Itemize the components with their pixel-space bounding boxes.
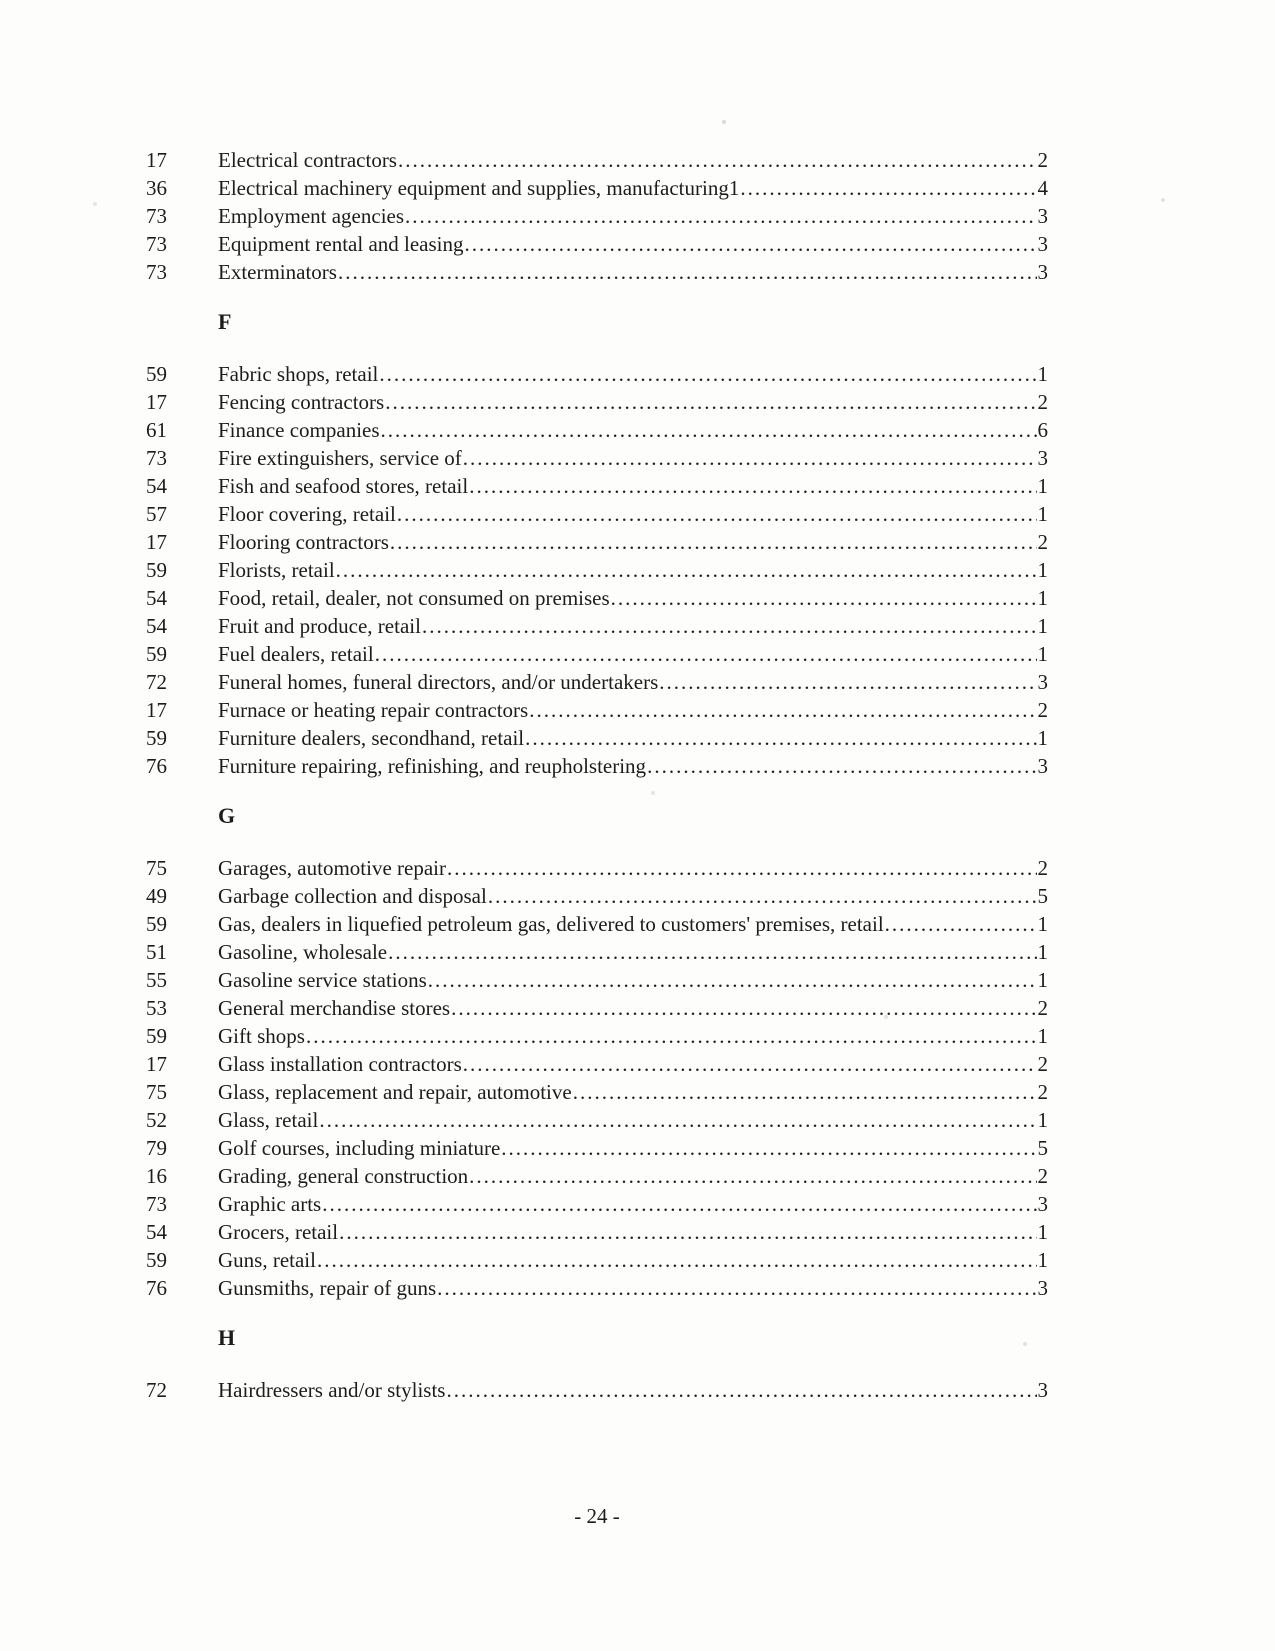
category-code: 76 <box>146 1276 167 1300</box>
category-code: 54 <box>146 586 167 610</box>
index-row <box>146 1190 1048 1218</box>
entry-label: Electrical machinery equipment and supplies, manufacturing1 <box>218 176 740 200</box>
index-entry <box>218 938 1048 966</box>
entry-label: Finance companies <box>218 418 380 442</box>
index-row <box>146 854 1048 882</box>
entry-page-number: 1 <box>1037 642 1048 666</box>
index-entry <box>218 1078 1048 1106</box>
index-entry <box>218 640 1048 668</box>
category-code: 36 <box>146 176 167 200</box>
index-entry <box>218 1246 1048 1274</box>
index-entry <box>218 696 1048 724</box>
dot-leader <box>647 752 1036 780</box>
section-heading-f: F <box>218 309 232 334</box>
entry-page-number: 3 <box>1037 1192 1048 1216</box>
dot-leader <box>740 174 1036 202</box>
index-entry <box>218 1190 1048 1218</box>
category-code: 59 <box>146 726 167 750</box>
entry-page-number: 1 <box>1037 940 1048 964</box>
index-row <box>146 584 1048 612</box>
entry-label: Gunsmiths, repair of guns <box>218 1276 437 1300</box>
entry-label: Fruit and produce, retail <box>218 614 421 638</box>
dot-leader <box>397 500 1037 528</box>
entry-page-number: 1 <box>1037 1108 1048 1132</box>
entry-label: Gasoline, wholesale <box>218 940 388 964</box>
entry-label: Funeral homes, funeral directors, and/or undertakers <box>218 670 659 694</box>
category-code: 51 <box>146 940 167 964</box>
dot-leader <box>398 146 1037 174</box>
index-entry <box>218 388 1048 416</box>
category-code: 73 <box>146 1192 167 1216</box>
section-heading-h: H <box>218 1325 236 1350</box>
category-code: 72 <box>146 1378 167 1402</box>
entry-page-number: 1 <box>1037 726 1048 750</box>
index-entry <box>218 1376 1048 1404</box>
entry-page-number: 2 <box>1037 1164 1048 1188</box>
dot-leader <box>501 1134 1036 1162</box>
index-row <box>146 500 1048 528</box>
entry-label: Food, retail, dealer, not consumed on premises <box>218 586 610 610</box>
index-row <box>146 640 1048 668</box>
entry-page-number: 1 <box>1037 968 1048 992</box>
entry-label: Florists, retail <box>218 558 335 582</box>
dot-leader <box>317 1246 1037 1274</box>
entry-page-number: 5 <box>1037 1136 1048 1160</box>
entry-page-number: 3 <box>1037 446 1048 470</box>
dot-leader <box>437 1274 1036 1302</box>
index-row <box>146 1022 1048 1050</box>
entry-label: Fabric shops, retail <box>218 362 379 386</box>
entry-page-number: 1 <box>1037 586 1048 610</box>
index-entry <box>218 444 1048 472</box>
category-code: 75 <box>146 856 167 880</box>
category-code: 76 <box>146 754 167 778</box>
dot-leader <box>379 360 1036 388</box>
index-entry <box>218 174 1048 202</box>
index-row <box>146 1162 1048 1190</box>
category-code: 73 <box>146 446 167 470</box>
index-entry <box>218 854 1048 882</box>
index-entry <box>218 1022 1048 1050</box>
entry-label: Furniture repairing, refinishing, and reupholstering <box>218 754 647 778</box>
entry-page-number: 2 <box>1037 1052 1048 1076</box>
index-entry <box>218 1106 1048 1134</box>
section-heading-g: G <box>218 803 236 828</box>
index-row <box>146 230 1048 258</box>
dot-leader <box>469 1162 1036 1190</box>
entry-page-number: 5 <box>1037 884 1048 908</box>
index-entry <box>218 202 1048 230</box>
dot-leader <box>322 1190 1036 1218</box>
index-entry <box>218 994 1048 1022</box>
index-list <box>146 146 1048 1404</box>
index-row <box>146 882 1048 910</box>
category-code: 17 <box>146 148 167 172</box>
entry-label: Hairdressers and/or stylists <box>218 1378 446 1402</box>
index-row <box>146 994 1048 1022</box>
entry-label: Graphic arts <box>218 1192 322 1216</box>
index-entry <box>218 500 1048 528</box>
entry-page-number: 3 <box>1037 232 1048 256</box>
dot-leader <box>463 1050 1037 1078</box>
index-entry <box>218 1218 1048 1246</box>
index-entry <box>218 146 1048 174</box>
entry-label: Golf courses, including miniature <box>218 1136 501 1160</box>
index-row <box>146 910 1048 938</box>
entry-page-number: 1 <box>1037 614 1048 638</box>
index-entry <box>218 258 1048 286</box>
category-code: 55 <box>146 968 167 992</box>
category-code: 17 <box>146 1052 167 1076</box>
dot-leader <box>446 1376 1036 1404</box>
index-entry <box>218 882 1048 910</box>
entry-page-number: 4 <box>1037 176 1048 200</box>
dot-leader <box>659 668 1036 696</box>
index-row <box>146 938 1048 966</box>
entry-page-number: 3 <box>1037 260 1048 284</box>
entry-label: Fuel dealers, retail <box>218 642 374 666</box>
dot-leader <box>422 612 1037 640</box>
index-row <box>146 1274 1048 1302</box>
category-code: 53 <box>146 996 167 1020</box>
category-code: 73 <box>146 204 167 228</box>
entry-label: General merchandise stores <box>218 996 451 1020</box>
dot-leader <box>319 1106 1036 1134</box>
dot-leader <box>336 556 1037 584</box>
dot-leader <box>381 416 1037 444</box>
dot-leader <box>451 994 1036 1022</box>
category-code: 49 <box>146 884 167 908</box>
index-row <box>146 612 1048 640</box>
index-row <box>146 696 1048 724</box>
category-code: 17 <box>146 530 167 554</box>
dot-leader <box>388 938 1036 966</box>
dot-leader <box>339 1218 1036 1246</box>
entry-page-number: 1 <box>1037 362 1048 386</box>
entry-label: Glass, retail <box>218 1108 319 1132</box>
index-entry <box>218 1274 1048 1302</box>
index-entry <box>218 668 1048 696</box>
entry-label: Exterminators <box>218 260 337 284</box>
dot-leader <box>465 230 1037 258</box>
index-row <box>146 416 1048 444</box>
index-entry <box>218 416 1048 444</box>
dot-leader <box>488 882 1037 910</box>
entry-page-number: 2 <box>1037 530 1048 554</box>
entry-label: Flooring contractors <box>218 530 389 554</box>
entry-label: Employment agencies <box>218 204 405 228</box>
entry-label: Furniture dealers, secondhand, retail <box>218 726 525 750</box>
entry-page-number: 1 <box>1037 1024 1048 1048</box>
entry-page-number: 2 <box>1037 1080 1048 1104</box>
category-code: 59 <box>146 362 167 386</box>
index-row <box>146 1376 1048 1404</box>
entry-page-number: 1 <box>1037 912 1048 936</box>
category-code: 75 <box>146 1080 167 1104</box>
dot-leader <box>428 966 1037 994</box>
category-code: 73 <box>146 260 167 284</box>
index-entry <box>218 1134 1048 1162</box>
entry-label: Glass, replacement and repair, automotive <box>218 1080 572 1104</box>
entry-label: Gasoline service stations <box>218 968 427 992</box>
index-row <box>146 202 1048 230</box>
index-entry <box>218 556 1048 584</box>
index-entry <box>218 360 1048 388</box>
dot-leader <box>885 910 1037 938</box>
entry-page-number: 1 <box>1037 558 1048 582</box>
index-row <box>146 1134 1048 1162</box>
entry-page-number: 2 <box>1037 148 1048 172</box>
index-row <box>146 1246 1048 1274</box>
category-code: 17 <box>146 390 167 414</box>
category-code: 54 <box>146 474 167 498</box>
category-code: 73 <box>146 232 167 256</box>
dot-leader <box>447 854 1037 882</box>
entry-page-number: 2 <box>1037 856 1048 880</box>
dot-leader <box>463 444 1037 472</box>
entry-page-number: 1 <box>1037 502 1048 526</box>
index-entry <box>218 910 1048 938</box>
category-code: 72 <box>146 670 167 694</box>
index-entry <box>218 584 1048 612</box>
page-footer <box>146 1502 1048 1530</box>
entry-page-number: 2 <box>1037 390 1048 414</box>
dot-leader <box>573 1078 1037 1106</box>
entry-page-number: 1 <box>1037 1248 1048 1272</box>
category-code: 59 <box>146 642 167 666</box>
category-code: 59 <box>146 1248 167 1272</box>
index-row <box>146 724 1048 752</box>
category-code: 61 <box>146 418 167 442</box>
index-row <box>146 444 1048 472</box>
entry-label: Fish and seafood stores, retail <box>218 474 469 498</box>
entry-page-number: 3 <box>1037 1276 1048 1300</box>
index-row <box>146 528 1048 556</box>
index-entry <box>218 612 1048 640</box>
category-code: 59 <box>146 1024 167 1048</box>
index-row <box>146 556 1048 584</box>
entry-page-number: 6 <box>1037 418 1048 442</box>
entry-page-number: 2 <box>1037 698 1048 722</box>
entry-page-number: 1 <box>1037 474 1048 498</box>
entry-label: Furnace or heating repair contractors <box>218 698 529 722</box>
entry-label: Garbage collection and disposal <box>218 884 487 908</box>
dot-leader <box>469 472 1036 500</box>
entry-page-number: 3 <box>1037 754 1048 778</box>
entry-label: Gas, dealers in liquefied petroleum gas, delivered to customers' premises, retail <box>218 912 884 936</box>
dot-leader <box>338 258 1037 286</box>
entry-page-number: 1 <box>1037 1220 1048 1244</box>
entry-label: Guns, retail <box>218 1248 316 1272</box>
index-row <box>146 258 1048 286</box>
index-entry <box>218 472 1048 500</box>
entry-label: Fencing contractors <box>218 390 385 414</box>
index-row <box>146 1050 1048 1078</box>
index-row <box>146 146 1048 174</box>
entry-page-number: 3 <box>1037 204 1048 228</box>
index-entry <box>218 230 1048 258</box>
index-entry <box>218 966 1048 994</box>
dot-leader <box>306 1022 1037 1050</box>
category-code: 54 <box>146 1220 167 1244</box>
index-entry <box>218 724 1048 752</box>
entry-page-number: 2 <box>1037 996 1048 1020</box>
entry-label: Equipment rental and leasing <box>218 232 464 256</box>
entry-page-number: 3 <box>1037 1378 1048 1402</box>
entry-page-number: 3 <box>1037 670 1048 694</box>
category-code: 52 <box>146 1108 167 1132</box>
category-code: 17 <box>146 698 167 722</box>
dot-leader <box>390 528 1037 556</box>
index-entry <box>218 1050 1048 1078</box>
category-code: 57 <box>146 502 167 526</box>
entry-label: Grading, general construction <box>218 1164 469 1188</box>
category-code: 54 <box>146 614 167 638</box>
index-row <box>146 668 1048 696</box>
entry-label: Garages, automotive repair <box>218 856 446 880</box>
entry-label: Fire extinguishers, service of <box>218 446 462 470</box>
index-row <box>146 174 1048 202</box>
dot-leader <box>375 640 1037 668</box>
dot-leader <box>525 724 1036 752</box>
index-row <box>146 1106 1048 1134</box>
index-row <box>146 1218 1048 1246</box>
index-row <box>146 752 1048 780</box>
index-row <box>146 1078 1048 1106</box>
entry-label: Grocers, retail <box>218 1220 339 1244</box>
category-code: 59 <box>146 912 167 936</box>
page-number: - 24 - <box>574 1504 620 1528</box>
index-row <box>146 360 1048 388</box>
index-entry <box>218 752 1048 780</box>
entry-label: Electrical contractors <box>218 148 397 172</box>
entry-label: Glass installation contractors <box>218 1052 462 1076</box>
category-code: 16 <box>146 1164 167 1188</box>
category-code: 59 <box>146 558 167 582</box>
dot-leader <box>405 202 1036 230</box>
dot-leader <box>611 584 1037 612</box>
dot-leader <box>385 388 1036 416</box>
index-entry <box>218 528 1048 556</box>
index-row <box>146 472 1048 500</box>
entry-label: Gift shops <box>218 1024 305 1048</box>
entry-label: Floor covering, retail <box>218 502 396 526</box>
dot-leader <box>529 696 1036 724</box>
index-row <box>146 966 1048 994</box>
index-entry <box>218 1162 1048 1190</box>
category-code: 79 <box>146 1136 167 1160</box>
index-row <box>146 388 1048 416</box>
